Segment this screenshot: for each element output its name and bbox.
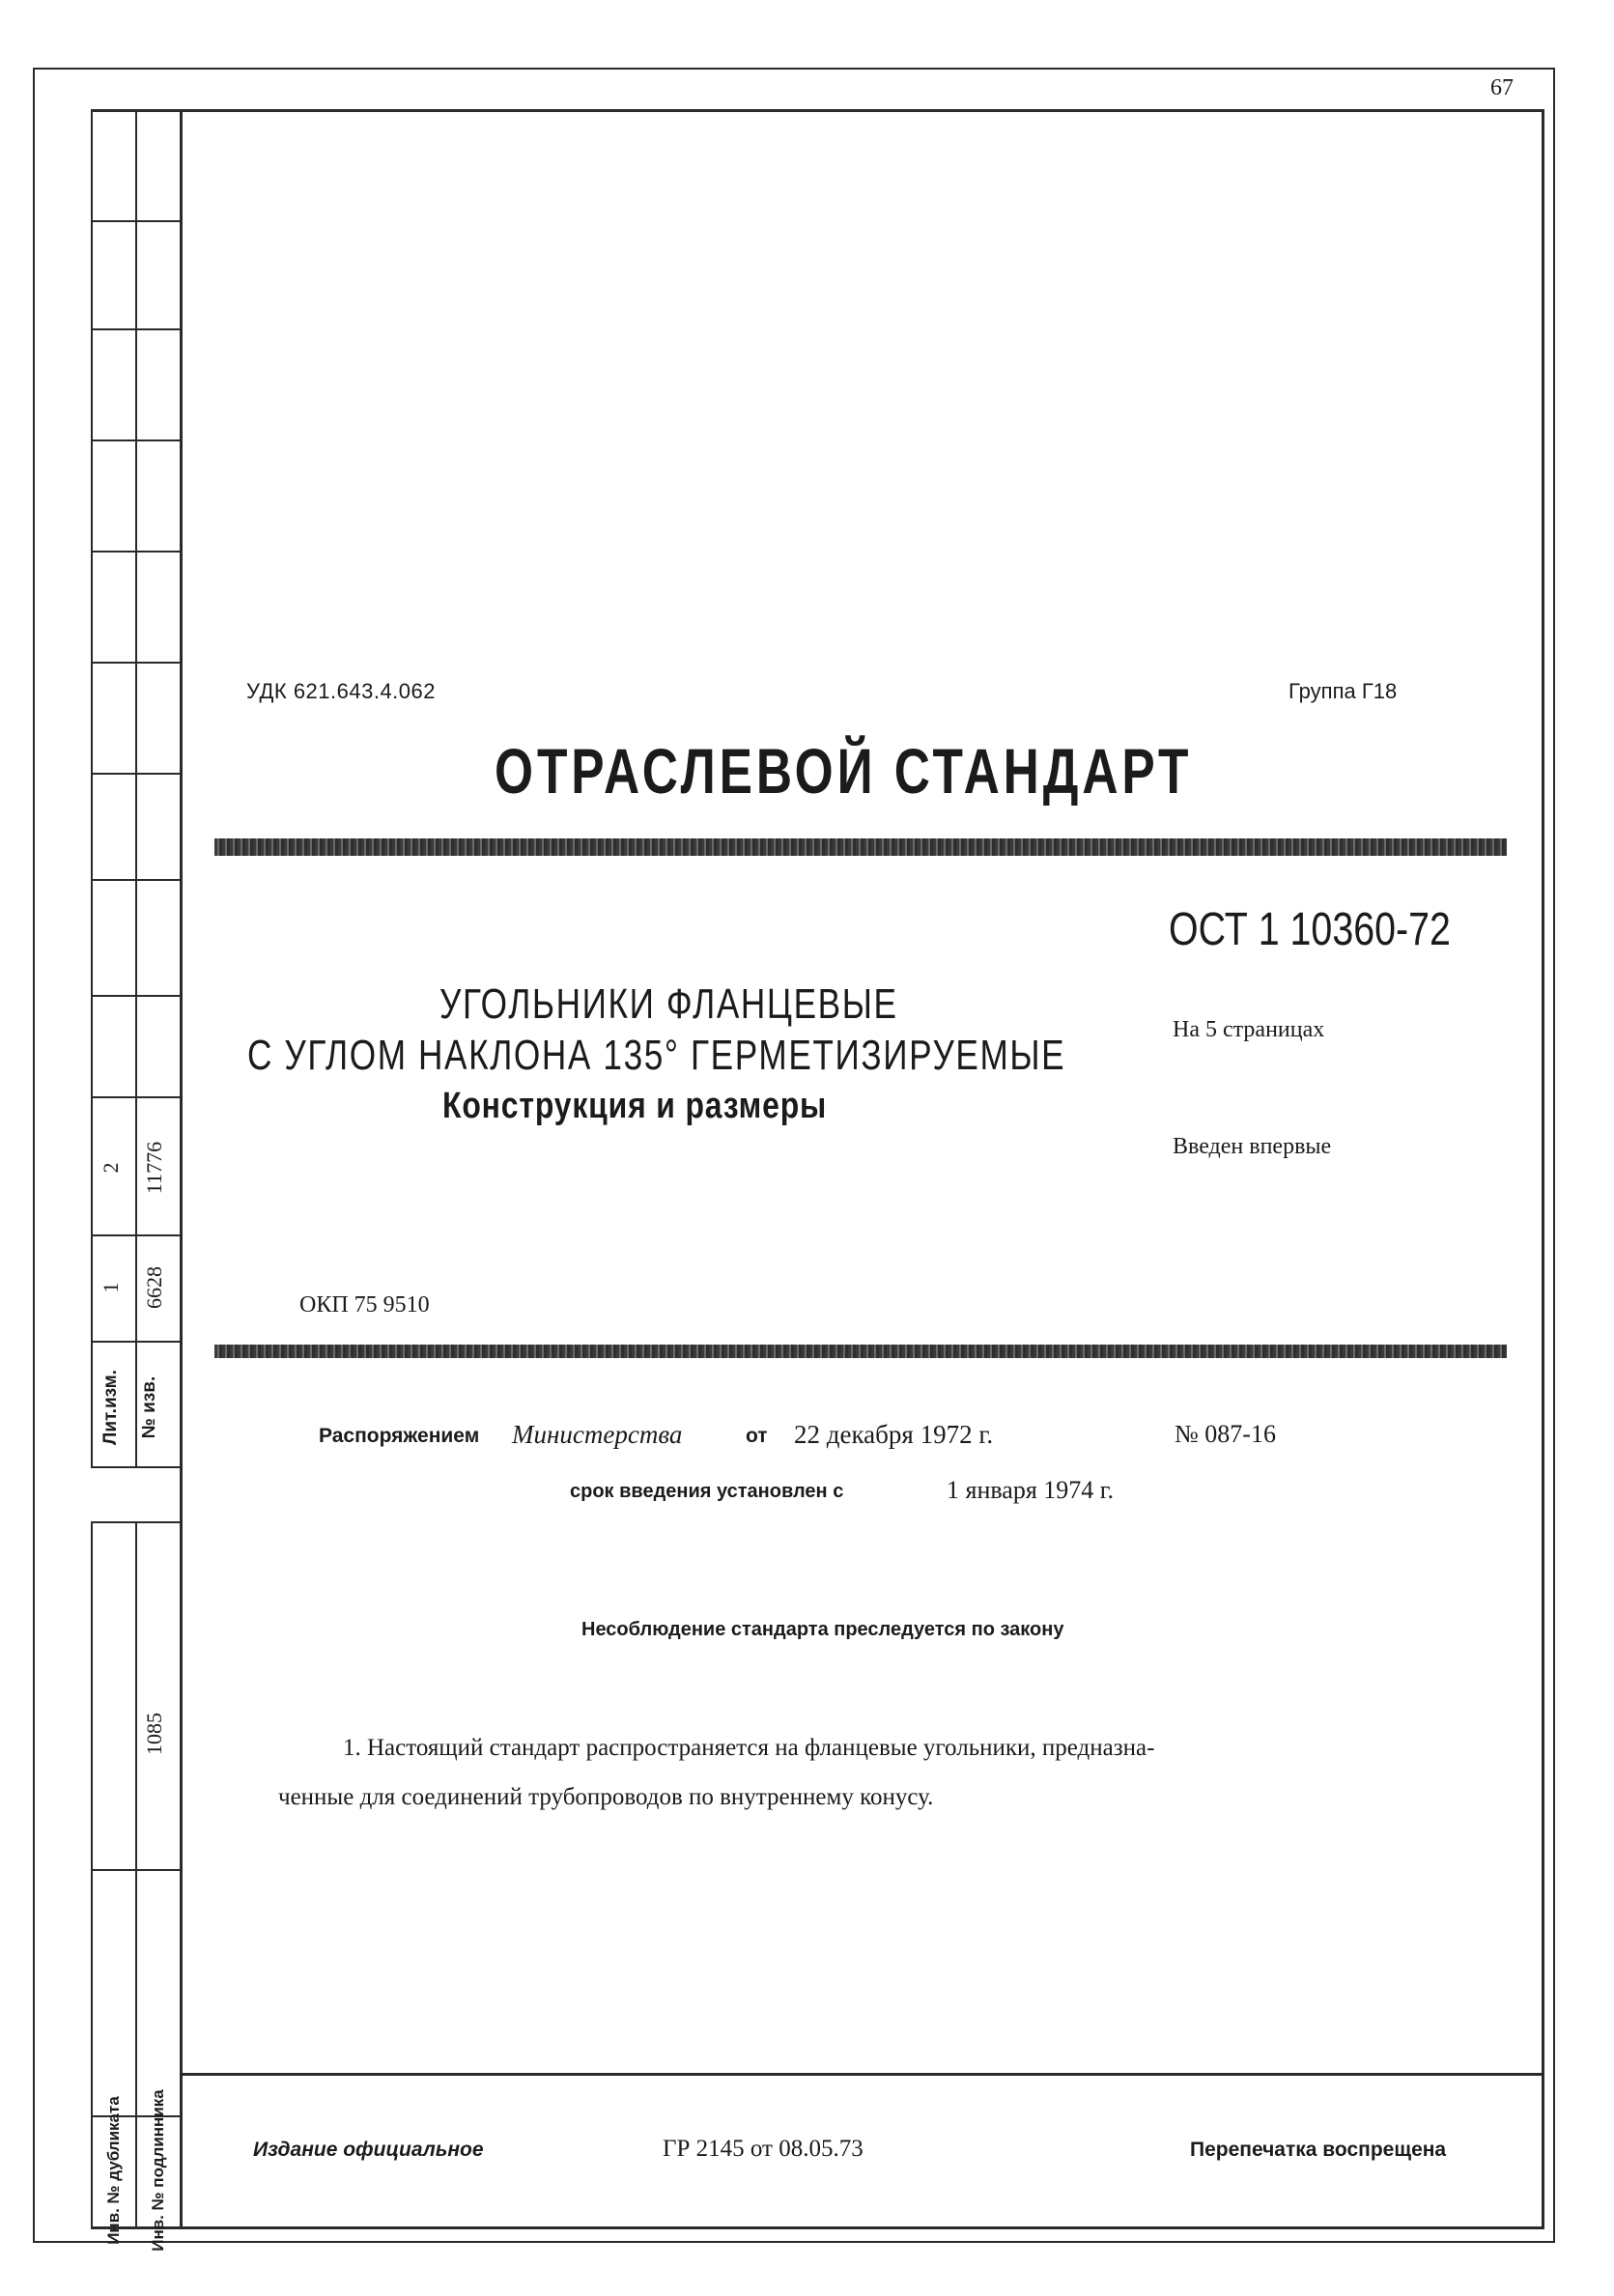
footer-divider: [180, 2073, 1543, 2076]
page-title: ОТРАСЛЕВОЙ СТАНДАРТ: [495, 735, 1193, 807]
introduced-note: Введен впервые: [1173, 1134, 1332, 1159]
footer-gr: ГР 2145 от 08.05.73: [663, 2136, 864, 2162]
term-date: 1 января 1974 г.: [947, 1476, 1115, 1504]
strip-row-line: [91, 1869, 182, 1871]
strip-revision-lit-2: 2: [99, 1162, 123, 1174]
clause-1-line1: 1. Настоящий стандарт распространяется на фланцевые угольники, предназна-: [343, 1735, 1155, 1761]
standard-name-line1: УГОЛЬНИКИ ФЛАНЦЕВЫЕ: [439, 980, 898, 1028]
page-number: 67: [1490, 75, 1514, 100]
strip-inv-number: 1085: [142, 1713, 166, 1755]
title-divider: [214, 838, 1507, 856]
group-code: Группа Г18: [1288, 679, 1398, 703]
standard-name-line2: С УГЛОМ НАКЛОНА 135° ГЕРМЕТИЗИРУЕМЫЕ: [247, 1032, 1066, 1079]
strip-revision-notice-1: 6628: [142, 1266, 166, 1309]
strip-header-lit: Лит.изм.: [100, 1370, 121, 1445]
strip-row-line: [91, 1521, 182, 1523]
outer-frame-top: [33, 68, 1555, 70]
pages-count: На 5 страницах: [1173, 1017, 1325, 1042]
strip-left-line-lower: [91, 1521, 93, 2228]
strip-left-line: [91, 109, 93, 1466]
strip-header-notice: № изв.: [139, 1375, 159, 1439]
strip-row-line: [91, 1466, 182, 1468]
clause-1-line2: ченные для соединений трубопроводов по внутреннему конусу.: [278, 1784, 934, 1810]
strip-row-line: [91, 1234, 182, 1236]
okp-divider: [214, 1345, 1507, 1358]
strip-row-line: [91, 1096, 182, 1098]
standard-code: ОСТ 1 10360-72: [1169, 904, 1451, 955]
inner-frame-right: [1542, 109, 1544, 2229]
order-ministry: Министерства: [512, 1420, 683, 1449]
outer-frame-right: [1553, 68, 1555, 2243]
outer-frame-bottom: [33, 2241, 1555, 2243]
strip-revision-notice-2: 11776: [142, 1141, 166, 1195]
inner-frame-top: [91, 109, 1543, 112]
strip-row-line: [91, 1341, 182, 1343]
udc-code: УДК 621.643.4.062: [246, 679, 437, 703]
order-label: Распоряжением: [319, 1425, 480, 1447]
order-number: № 087-16: [1175, 1420, 1276, 1448]
strip-middle-line-lower: [135, 1521, 137, 2228]
strip-row-line: [91, 662, 182, 664]
footer-official: Издание официальное: [253, 2139, 484, 2161]
order-from: от: [746, 1425, 768, 1447]
strip-revision-lit-1: 1: [99, 1282, 123, 1293]
inner-frame-bottom: [91, 2226, 1543, 2229]
strip-row-line: [91, 879, 182, 881]
okp-code: ОКП 75 9510: [299, 1292, 430, 1318]
strip-row-line: [91, 328, 182, 330]
main-frame-left: [180, 109, 183, 2229]
outer-frame-left: [33, 68, 35, 2243]
strip-row-line: [91, 773, 182, 775]
law-notice: Несоблюдение стандарта преследуется по закону: [581, 1619, 1064, 1640]
order-date: 22 декабря 1972 г.: [794, 1420, 994, 1449]
strip-footer-duplicate: Инв. № дубликата: [104, 2096, 123, 2245]
strip-row-line: [91, 220, 182, 222]
strip-middle-line: [135, 109, 137, 1466]
footer-reprint: Перепечатка воспрещена: [1190, 2139, 1447, 2161]
strip-row-line: [91, 439, 182, 441]
standard-name-line3: Конструкция и размеры: [442, 1086, 828, 1126]
strip-row-line: [91, 995, 182, 997]
strip-row-line: [91, 551, 182, 553]
strip-footer-original: Инв. № подлинника: [149, 2089, 167, 2252]
term-label: срок введения установлен с: [570, 1481, 844, 1502]
